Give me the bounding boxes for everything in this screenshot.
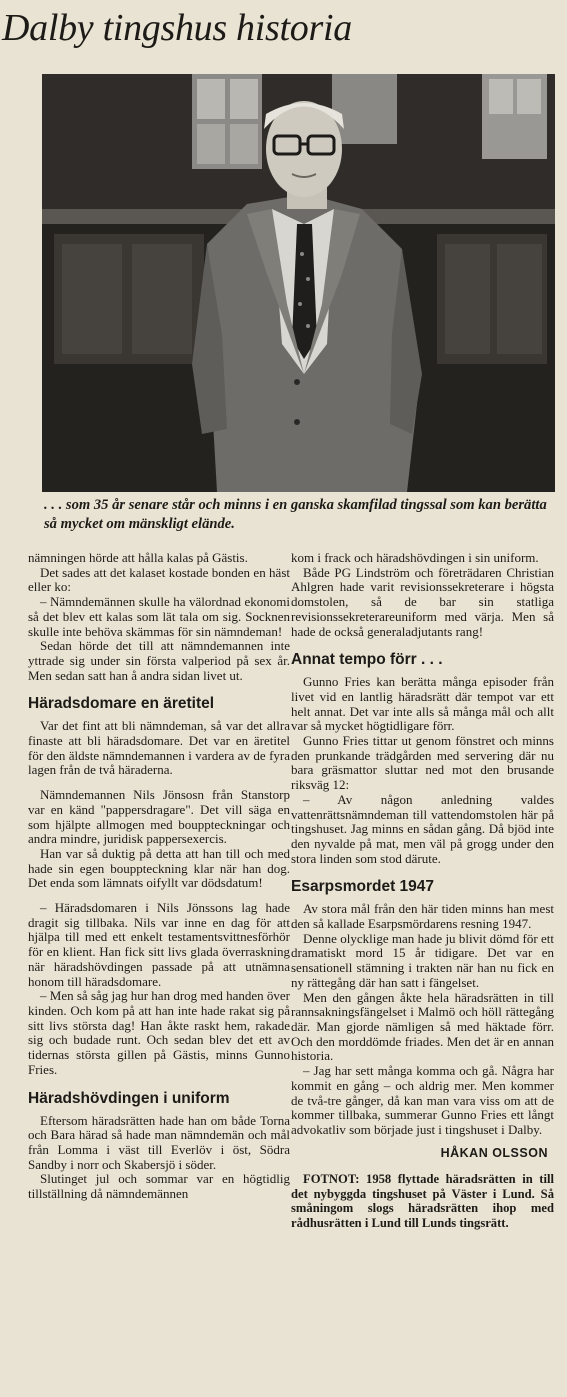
paragraph: Var det fint att bli nämndeman, så var det allra finaste att bli häradsdomare. Det var en äretitel för den äldste nämndemannen i vardera av de fyra lagen från de två häraderna. — [28, 718, 290, 778]
paragraph: Eftersom häradsrätten hade han om både Torna och Bara härad så hade man nämndemän och mål från Lomma i väst till Everlöv i öst, Södra Sandby i norr och Skabersjö i söder. — [28, 1112, 290, 1172]
paragraph: – Jag har sett många komma och gå. Några har kommit en gång – och aldrig mer. Men kommer de två-tre gånger, då kan man vara viss om att de kommer tillbaka, summerar Gunno Fries ett långt advokatliv som började just i tingshuset i Dalby. — [291, 1063, 554, 1137]
author-byline: HÅKAN OLSSON — [440, 1145, 548, 1160]
paragraph: Det sades att det kalaset kostade bonden en häst eller ko: — [28, 564, 290, 595]
subheading: Esarpsmordet 1947 — [291, 878, 435, 896]
paragraph: kom i frack och häradshövdingen i sin uniform. — [291, 550, 539, 565]
article-column-right — [291, 551, 554, 1230]
paragraph: nämningen hörde att hålla kalas på Gästis. — [28, 550, 248, 565]
paragraph: – Av någon anledning valdes vattenrättsnämndeman till vattendomstolen här på tingshuset. Jag minns en sådan gång. Då bjöd inte den nyvalde på mat, men väl på grogg under den stora linden som stod därute. — [291, 791, 554, 866]
paragraph: Men den gången åkte hela häradsrätten in till rannsakningsfängelset i Malmö och höll rättegång där. Man gjorde nämligen så med häktade förr. Och den morddömde friades. Men det är en annan historia. — [291, 989, 554, 1064]
paragraph: Han var så duktig på detta att han till och med hade sin egen bouppteckning klar när han dog. Det enda som lämnats oifyllt var dödsdatum! — [28, 845, 290, 891]
article-column-left — [28, 551, 290, 1202]
paragraph: – Häradsdomaren i Nils Jönssons lag hade dragit sig tillbaka. Nils var inne en dag för att hjälpa till med ett enkelt testamentsvittnesförhör för en klient. Han fick sitt livs glada överraskning när häradshövdingen passade på att utnämna honom till häradsdomare. — [28, 900, 290, 989]
paragraph: Gunno Fries tittar ut genom fönstret och minns den prunkande trädgården med servering där nu bara gräsmattor sluttar ned mot den brusande riksväg 12: — [291, 733, 554, 793]
subheading: Häradshövdingen i uniform — [28, 1089, 230, 1107]
photo-caption: . . . som 35 år senare står och minns i en ganska skamfilad tingssal som kan berätta så mycket om mänskligt elände. — [44, 497, 547, 532]
paragraph: Denne olycklige man hade ju blivit dömd för ett dramatiskt mord 15 år tidigare. Det var en sensationell stämning i trakten när han nu fick en ny rättegång där han satt i fängelset. — [291, 930, 554, 990]
paragraph: Gunno Fries kan berätta många episoder från livet vid en lantlig häradsrätt där tempot var ett helt annat. Det var inte alls så många mål och allt var så mycket högtidligare förr. — [291, 674, 554, 734]
footnote: FOTNOT: 1958 flyttade häradsrätten in till det nybyggda tingshuset på Väster i Lund. Så småningom slogs häradsrätten ihop med rådhusrätten i Lund till Lunds tingsrätt. — [291, 1172, 554, 1230]
photo-illustration — [42, 74, 555, 492]
paragraph: Av stora mål från den här tiden minns han mest den så kallade Esarpsmördarens resning 1947. — [291, 901, 554, 932]
paragraph: – Men så såg jag hur han drog med handen över kinden. Och kom på att han inte hade rakat sig på sitt livs största dag! Han åkte raskt hem, rakade sig och budade runt. Och sedan blev det ett av tidernas största gillen på Gästis, minns Gunno Fries. — [28, 988, 290, 1077]
subheading: Häradsdomare en äretitel — [28, 695, 215, 713]
paragraph: Nämndemannen Nils Jönsosn från Stanstorp var en känd "pappersdragare". Det vill säga en som hjälpte allmogen med bouppteckningar och andra mindre, juridisk pappersexercis. — [28, 787, 290, 847]
paragraph: Slutinget jul och sommar var en högtidlig tillställning då nämndemännen — [28, 1171, 290, 1202]
paragraph: – Nämndemännen skulle ha välordnad ekonomi så det blev ett kalas som lät tala om sig. Socknen skulle inte behöva skämmas för sin nämndeman! — [28, 594, 290, 639]
paragraph: Sedan hörde det till att nämndemannen inte yttrade sig under sin första valperiod på sex år. Men sedan satt han å andra sidan livet ut. — [28, 638, 290, 683]
photo-man-in-courtroom — [42, 74, 555, 492]
headline: Dalby tingshus historia — [2, 7, 352, 49]
subheading: Annat tempo förr . . . — [291, 651, 443, 669]
paragraph: Både PG Lindström och företrädaren Christian Ahlgren hade varit revisionssekreterare i högsta domstolen, så de bar sin statliga revisionssekreterareuniform med värja. Men så hade de också generaladjutants rang! — [291, 564, 554, 639]
